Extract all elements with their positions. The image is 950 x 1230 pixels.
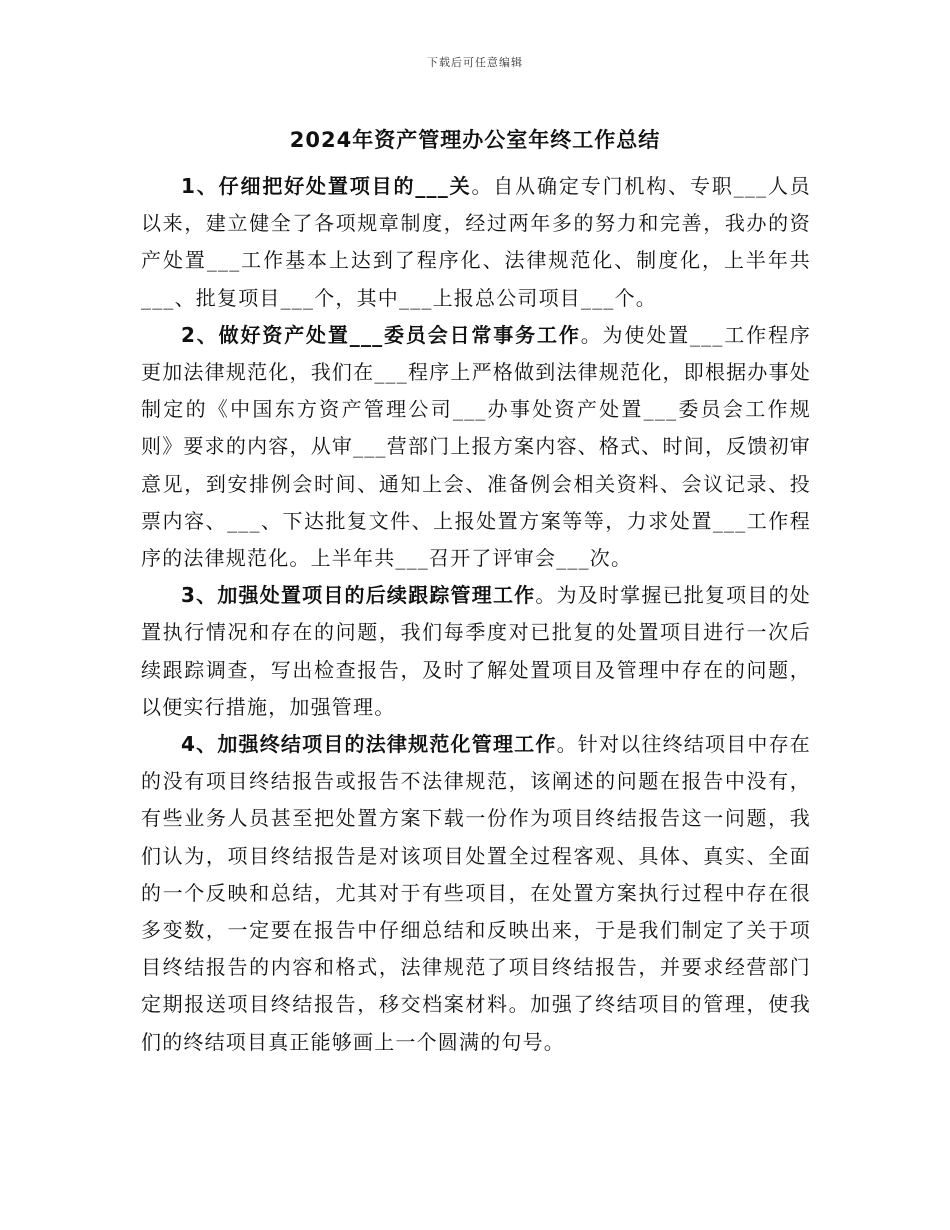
paragraph-text: 。为使处置___工作程序更加法律规范化，我们在___程序上严格做到法律规范化，即根据办事处制定的《中国东方资产管理公司___办事处资产处置___委员会工作规则》要求的内容，从审___营部门上报方案内容、格式、时间，反馈初审意见，到安排例会时间、通知上会、准备例会相关资料、会议记录、投票内容、___、下达批复文件、上报处置方案等等，力求处置___工作程序的法律规范化。上半年共___召开了评审会___次。 bbox=[141, 322, 811, 571]
paragraph-lead: 1、仔细把好处置项目的___关 bbox=[181, 174, 472, 198]
paragraph-text: 。自从确定专门机构、专职___人员以来，建立健全了各项规章制度，经过两年多的努力和完善，我办的资产处置___工作基本上达到了程序化、法律规范化、制度化，上半年共___、批复项目___个，其中___上报总公司项目___个。 bbox=[141, 174, 812, 310]
paragraph-lead: 3、加强处置项目的后续跟踪管理工作 bbox=[181, 583, 536, 608]
paragraph-text: 。为及时掌握已批复项目的处置执行情况和存在的问题，我们每季度对已批复的处置项目进行一次后续跟踪调查，写出检查报告，及时了解处置项目及管理中存在的问题，以便实行措施，加强管理。 bbox=[141, 583, 811, 719]
paragraph-1 bbox=[141, 168, 811, 317]
paragraph-4 bbox=[141, 726, 811, 1061]
document-title: 2024年资产管理办公室年终工作总结 bbox=[289, 128, 661, 152]
paragraph-lead: 4、加强终结项目的法律规范化管理工作 bbox=[181, 732, 557, 757]
header-note: 下载后可任意编辑 bbox=[427, 56, 523, 69]
paragraph-lead: 2、做好资产处置___委员会日常事务工作 bbox=[181, 322, 581, 347]
paragraph-2 bbox=[141, 317, 811, 577]
paragraph-3 bbox=[141, 577, 811, 726]
document-body bbox=[141, 168, 811, 1061]
paragraph-text: 。针对以往终结项目中存在的没有项目终结报告或报告不法律规范，该阐述的问题在报告中没有，有些业务人员甚至把处置方案下载一份作为项目终结报告这一问题，我们认为，项目终结报告是对该项目处置全过程客观、具体、真实、全面的一个反映和总结，尤其对于有些项目，在处置方案执行过程中存在很多变数，一定要在报告中仔细总结和反映出来，于是我们制定了关于项目终结报告的内容和格式，法律规范了项目终结报告，并要求经营部门定期报送项目终结报告，移交档案材料。加强了终结项目的管理，使我们的终结项目真正能够画上一个圆满的句号。 bbox=[141, 732, 811, 1054]
